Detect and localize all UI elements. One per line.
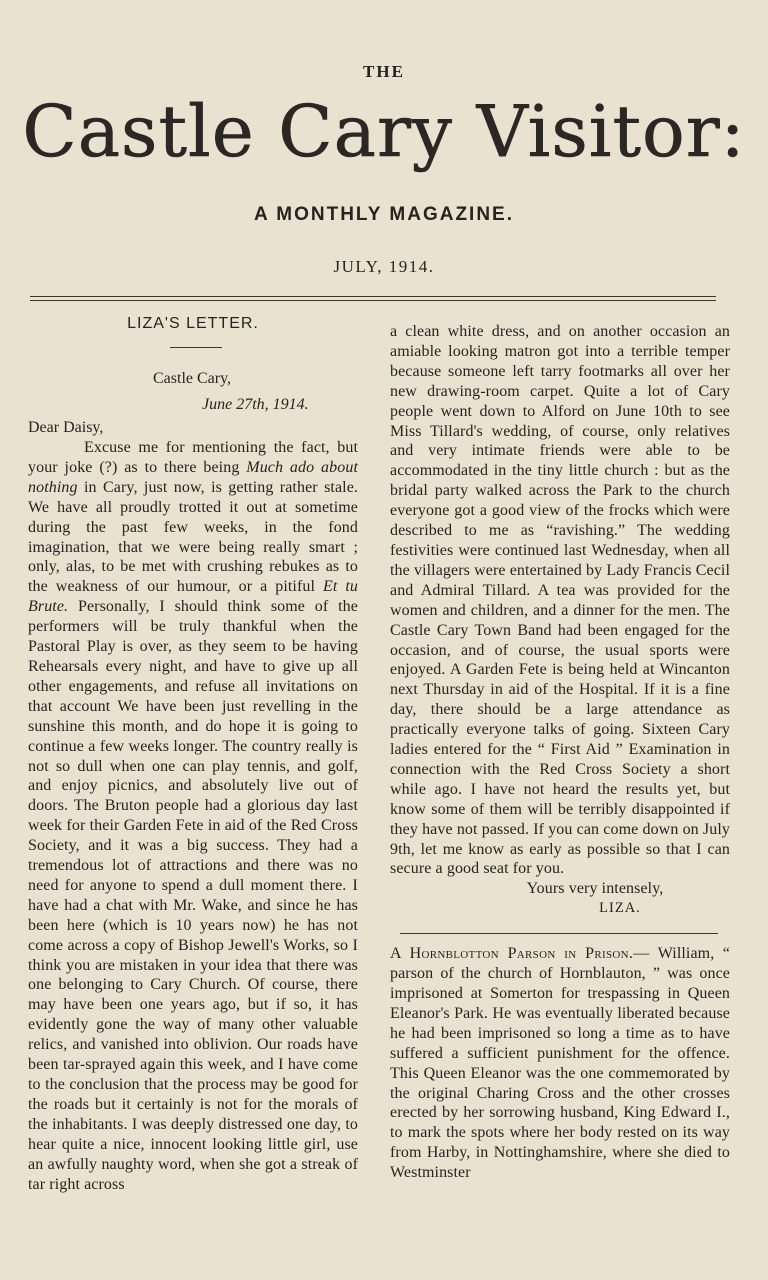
- letter-signature: LIZA.: [599, 900, 641, 917]
- letter-body-left: [28, 438, 358, 1194]
- masthead-title: Castle Cary Visitor:: [22, 90, 746, 173]
- header-rule: [30, 296, 716, 297]
- letter-italic-b: Et tu Brute.: [28, 578, 358, 616]
- article-body: William, “ parson of the church of Hornblauton, ” was once imprisoned at Somerton for trespassing in Queen Eleanor's Park. He was eventually liberated because he had been imprisoned so long a time as to have suffered a sufficient punishment for the offence. This Queen Eleanor was the one commemorated by the original Charing Cross and the other crosses erected by her sorrowing husband, King Edward I., to mark the spots where her body rested on its way from Harby, in Nottinghamshire, where she died to Westminster: [390, 945, 731, 1182]
- right-column: [390, 322, 730, 1183]
- article-divider: [400, 933, 718, 934]
- letter-heading: LIZA'S LETTER.: [127, 315, 259, 332]
- letter-greeting: Dear Daisy,: [28, 419, 104, 436]
- letter-text-a: Excuse me for mentioning the fact, but your joke (?) as to there being: [28, 439, 358, 476]
- article-paragraph: [390, 944, 730, 1183]
- letter-body-right: a clean white dress, and on another occasion an amiable looking matron got into a terrible temper because someone left tarry footmarks all over her new drawing-room carpet. Quite a lot of Cary people went down to Alford on June 10th to see Miss Tillard's wedding, of course, only relatives and very intimate friends were able to be accommodated in the tiny little church : but as the bridal party walked across the Park to the church everyone got a good view of the frocks which were described to me as “ravishing.” The wedding festivities were continued last Wednesday, when all the villagers were entertained by Lady Francis Cecil and Admiral Tillard. A tea was provided for the women and children, and a dinner for the men. The Castle Cary Town Band had been engaged for the occasion, and of course, the usual sports were enjoyed. A Garden Fete is being held at Wincanton next Thursday in aid of the Hospital. If it is a fine day, there should be a large attendance as practically everyone talks of going. Sixteen Cary ladies entered for the “ First Aid ” Examination in connection with the Red Cross Society a short while ago. I have not heard the results yet, but know some of them will be terribly disappointed if they have not passed. If you can come down on July 9th, let me know as early as possible so that I can secure a good seat for you.: [390, 323, 730, 878]
- header-rule-secondary: [30, 300, 716, 301]
- letter-place: Castle Cary,: [153, 370, 232, 387]
- letter-text-c: Personally, I should think some of the performers will be truly thankful when the Pastoral Play is over, as they seem to be having Rehearsals every night, and have to give up all other engagements, and refuse all invitations on that account We have been just revelling in the sunshine this month, and do hope it is going to continue a few weeks longer. The country really is not so dull when one can play tennis, and golf, and enjoy picnics, and absolutely live out of doors. The Bruton people had a glorious day last week for their Garden Fete in aid of the Red Cross Society, and it was a big success. They had a tremendous lot of attractions and there was no need for anyone to spend a dull moment there. I have had a chat with Mr. Wake, and since he has been here (which is 10 years now) he has not come across a copy of Bishop Jewell's Works, so I think you are mistaken in your idea that there was one belonging to Cary Church. Of course, there may have been one years ago, but if so, it has evidently gone the way of many other valuable relics, and vanished into oblivion. Our roads have been tar-sprayed again this week, and I have come to the conclusion that the process may be good for the roads but it certainly is not for the morals of the inhabitants. I was deeply distressed one day, to hear quite a nice, innocent looking little girl, use an awfully naughty word, when she got a streak of tar right across: [28, 598, 358, 1193]
- issue-date: JULY, 1914.: [333, 257, 435, 276]
- letter-date: June 27th, 1914.: [202, 396, 309, 413]
- masthead-kicker: THE: [363, 62, 405, 81]
- article-title: A Hornblotton Parson in Prison.—: [390, 945, 650, 963]
- letter-italic-a: Much ado about nothing: [28, 458, 359, 496]
- masthead-subtitle: A MONTHLY MAGAZINE.: [253, 204, 515, 225]
- heading-rule: [170, 347, 222, 348]
- letter-text-b: in Cary, just now, is getting rather stale. We have all proudly trotted it out at sometime during the past few weeks, in the fond imagination, that we were being really smart ; only, alas, to be met with crushing rebukes as to the weakness of our humour, or a pitiful: [28, 478, 358, 596]
- letter-closing: Yours very intensely,: [526, 880, 664, 898]
